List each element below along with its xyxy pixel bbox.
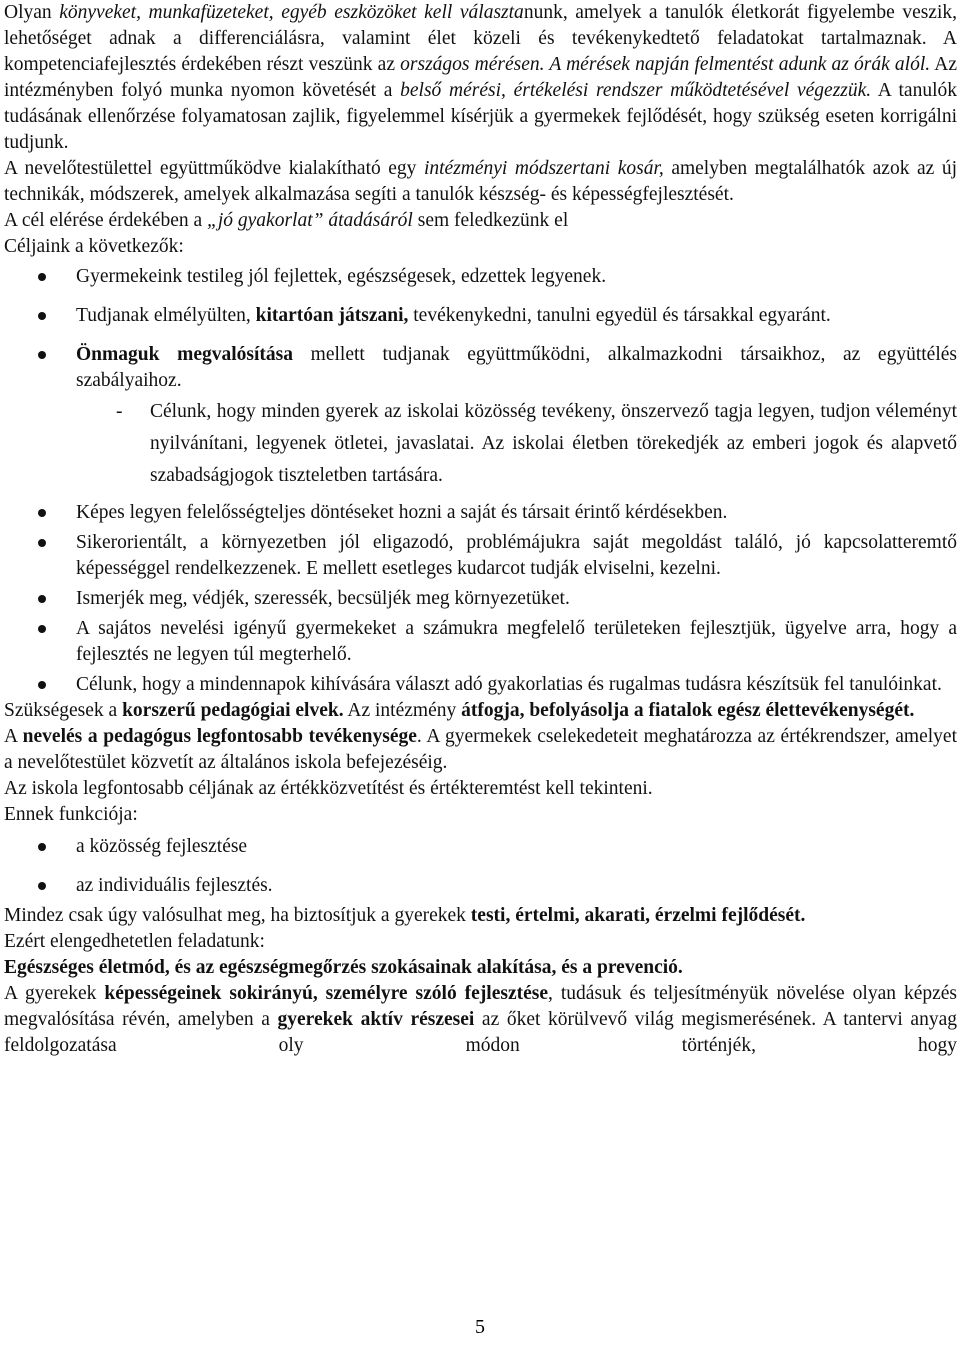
list-item bbox=[4, 500, 957, 526]
text-run: , tudásuk és teljesítményük növelése olyan képzés megvalósítása révén, amelyben a bbox=[4, 983, 958, 1030]
text-run: nunk, amelyek a tanulók életkorát figyelembe veszik, lehetőséget adnak a differenciálásra, valamint élet közeli és tevékenykedtető feladatokat tartalmaznak. bbox=[4, 2, 958, 49]
paragraph-development bbox=[4, 903, 957, 929]
list-item-text: mellett tudjanak együttműködni, alkalmazkodni társaikhoz, az együttélés szabályaihoz. bbox=[76, 344, 957, 391]
bold-text: képességeinek sokirányú, személyre szóló fejlesztése bbox=[104, 983, 549, 1004]
list-item bbox=[4, 264, 957, 290]
paragraph-methodology bbox=[4, 156, 957, 208]
text-run: A gyerekek bbox=[4, 983, 105, 1004]
list-item-text: Képes legyen felelősségteljes döntéseket hozni a saját és társait érintő kérdésekben. bbox=[76, 502, 728, 523]
goals-heading: Céljaink a következők: bbox=[4, 236, 184, 257]
goals-list-continued bbox=[4, 500, 957, 698]
italic-text: intézményi módszertani kosár, bbox=[423, 158, 664, 179]
page-number: 5 bbox=[475, 1316, 485, 1338]
bold-text: átfogja, befolyásolja a fiatalok egész élettevékenységét. bbox=[461, 700, 915, 721]
paragraph-principles bbox=[4, 698, 957, 724]
list-item bbox=[4, 530, 957, 582]
list-item-text: Tudjanak elmélyülten, bbox=[76, 305, 256, 326]
bold-text: Egészséges életmód, és az egészségmegőrzés szokásainak alakítása, és a prevenció. bbox=[4, 957, 683, 978]
text-run: Szükségesek a bbox=[4, 700, 123, 721]
text-run: Az intézményben folyó munka nyomon követését a bbox=[4, 54, 957, 101]
list-item bbox=[4, 672, 957, 698]
text-run: . A gyermekek cselekedeteit meghatározza az értékrendszer, amelyet a nevelőtestület közvetít az általános iskola befejezéséig. bbox=[4, 726, 957, 773]
list-item-text: A sajátos nevelési igényű gyermekeket a számukra megfelelő területeken fejlesztjük, ügyelve arra, hogy a fejlesztés ne legyen túl megterhelő. bbox=[76, 618, 957, 665]
list-item-text: az individuális fejlesztés. bbox=[76, 875, 273, 896]
bold-text: kitartóan játszani, bbox=[255, 305, 409, 326]
bold-text: Önmaguk megvalósítása bbox=[76, 344, 294, 365]
text-run: A nevelőtestülettel együttműködve kialakítható egy bbox=[4, 158, 424, 179]
dash-list-item bbox=[4, 396, 957, 492]
list-item bbox=[4, 616, 957, 668]
list-item-text: Célunk, hogy minden gyerek az iskolai közösség tevékeny, önszervező tagja legyen, tudjon véleményt nyilvánítani, legyenek ötletei, javaslatai. Az iskolai életben törekedjék az emberi jogok és alapvető szabadságjogok tiszteletben tartására. bbox=[150, 401, 957, 486]
text-run: amelyben megtalálhatók azok az új technikák, módszerek, amelyek alkalmazása segíti a tanulók készség- és képességfejlesztését. bbox=[4, 158, 957, 205]
text-run: A kompetenciafejlesztés érdekében részt veszünk az bbox=[4, 28, 958, 75]
text-run: sem feledkezünk el bbox=[412, 210, 569, 231]
italic-text: „jó gyakorlat” átadásáról bbox=[207, 210, 413, 231]
text-run: A cél elérése érdekében a bbox=[4, 210, 207, 231]
bold-text: korszerű pedagógiai elvek. bbox=[122, 700, 344, 721]
list-item bbox=[4, 342, 957, 394]
text-run: Az intézmény bbox=[343, 700, 462, 721]
italic-text: könyveket, munkafüzeteket, egyéb eszközöket kell választa bbox=[59, 2, 524, 23]
text-run: az őket körülvevő világ megismerésének. A tantervi anyag feldolgozatása oly módon történjék, hogy bbox=[4, 1009, 957, 1056]
list-item-text: a közösség fejlesztése bbox=[76, 836, 248, 857]
text-run: Mindez csak úgy valósulhat meg, ha biztosítjuk a gyerekek bbox=[4, 905, 471, 926]
italic-text: országos mérésen. A mérések napján felmentést adunk az órák alól. bbox=[400, 54, 931, 75]
text-run: Olyan bbox=[4, 2, 60, 23]
dash-marker: - bbox=[116, 401, 123, 422]
paragraph-values: Az iskola legfontosabb céljának az értékközvetítést és értékteremtést kell tekinteni. bbox=[4, 778, 653, 799]
paragraph-textbooks bbox=[4, 0, 957, 156]
bold-text: nevelés a pedagógus legfontosabb tevékenysége bbox=[22, 726, 417, 747]
functions-heading: Ennek funkciója: bbox=[4, 804, 138, 825]
list-item-text: Célunk, hogy a mindennapok kihívására választ adó gyakorlatias és rugalmas tudásra készítsük fel tanulóinkat. bbox=[76, 674, 942, 695]
paragraph-education bbox=[4, 724, 957, 776]
goals-list bbox=[4, 264, 957, 394]
paragraph-healthy-lifestyle bbox=[4, 955, 957, 981]
list-item bbox=[4, 303, 957, 329]
paragraph-good-practice bbox=[4, 208, 957, 234]
list-item-text: tevékenykedni, tanulni egyedül és társakkal egyaránt. bbox=[408, 305, 831, 326]
text-run: A bbox=[4, 726, 23, 747]
italic-text: belső mérési, értékelési rendszer működtetésével végezzük. bbox=[400, 80, 872, 101]
list-item bbox=[4, 834, 957, 860]
functions-list bbox=[4, 834, 957, 899]
bold-text: testi, értelmi, akarati, érzelmi fejlődését. bbox=[470, 905, 806, 926]
paragraph-abilities bbox=[4, 981, 957, 1059]
task-heading: Ezért elengedhetetlen feladatunk: bbox=[4, 931, 265, 952]
text-run: A tanulók tudásának ellenőrzése folyamatosan zajlik, figyelemmel kísérjük a gyermekek fejlődését, hogy szükség eseten korrigálni tudjunk. bbox=[4, 80, 958, 153]
bold-text: gyerekek aktív részesei bbox=[277, 1009, 475, 1030]
list-item bbox=[4, 873, 957, 899]
list-item-text: Sikerorientált, a környezetben jól eligazodó, problémájukra saját megoldást találó, jó kapcsolatteremtő képességgel rendelkezzenek. E mellett esetleges kudarcot tudják elviselni, kezelni. bbox=[76, 532, 957, 579]
list-item bbox=[4, 586, 957, 612]
list-item-text: Gyermekeink testileg jól fejlettek, egészségesek, edzettek legyenek. bbox=[76, 266, 607, 287]
list-item-text: Ismerjék meg, védjék, szeressék, becsüljék meg környezetüket. bbox=[76, 588, 570, 609]
